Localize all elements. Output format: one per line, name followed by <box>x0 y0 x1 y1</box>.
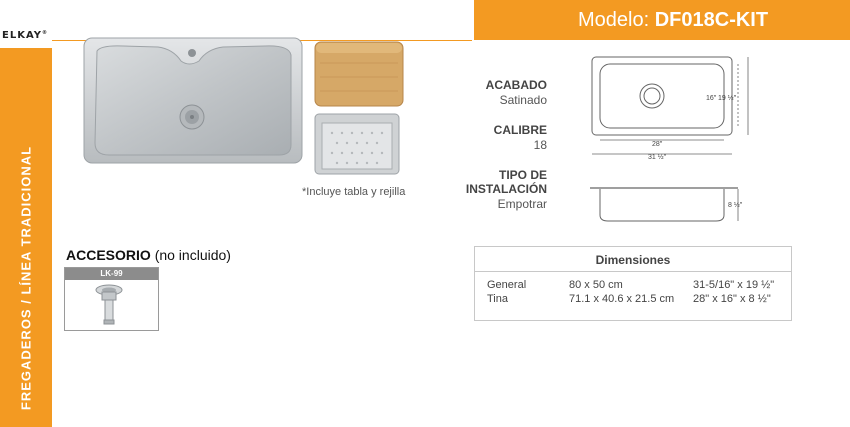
sink-image <box>83 37 303 164</box>
model-label: Modelo: <box>578 9 650 31</box>
table-row <box>475 279 791 293</box>
dimensions-table <box>474 246 792 321</box>
table-row <box>475 293 791 307</box>
row-imperial: 28" x 16" x 8 ½" <box>693 293 771 305</box>
category-label: FREGADEROS / LÍNEA TRADICIONAL <box>18 145 34 411</box>
cutting-board-image <box>314 41 404 107</box>
elkay-logo <box>2 30 50 41</box>
category-sidebar <box>0 48 52 427</box>
accessory-title: ACCESORIO <box>66 247 151 263</box>
row-label: General <box>487 279 527 291</box>
dimensions-title: Dimensiones <box>475 247 791 272</box>
includes-note: *Incluye tabla y rejilla <box>302 186 406 198</box>
depth-label: 16″ <box>706 95 717 102</box>
row-imperial: 31-5/16" x 19 ½" <box>693 279 775 291</box>
row-label: Tina <box>487 293 508 305</box>
top-view-diagram <box>588 54 758 162</box>
gauge-value: 18 <box>533 138 547 152</box>
accessory-code: LK-99 <box>65 268 158 280</box>
side-view-diagram <box>588 185 758 227</box>
width-inner-label: 28″ <box>652 141 663 148</box>
gauge-label: CALIBRE <box>493 123 547 137</box>
finish-value: Satinado <box>499 93 547 107</box>
model-code: DF018C-KIT <box>654 9 769 31</box>
accessory-heading <box>66 247 231 263</box>
accessory-subtitle: (no incluido) <box>154 247 231 263</box>
height-label: 8 ½″ <box>728 202 743 209</box>
logo-mark: ® <box>41 30 48 36</box>
install-label-line2: INSTALACIÓN <box>465 182 547 196</box>
width-outer-label: 31 ½″ <box>648 154 667 161</box>
model-header <box>474 0 850 40</box>
row-metric: 80 x 50 cm <box>569 279 623 291</box>
install-value: Empotrar <box>497 197 547 211</box>
accessory-card <box>64 267 159 331</box>
row-metric: 71.1 x 40.6 x 21.5 cm <box>569 293 675 305</box>
strainer-icon <box>95 284 131 328</box>
depth-outer-label: 19 ½″ <box>718 95 737 102</box>
install-label-line1: TIPO DE <box>498 168 547 182</box>
colander-image <box>314 113 400 175</box>
logo-text: ELKAY <box>2 30 42 41</box>
finish-label: ACABADO <box>485 78 547 92</box>
